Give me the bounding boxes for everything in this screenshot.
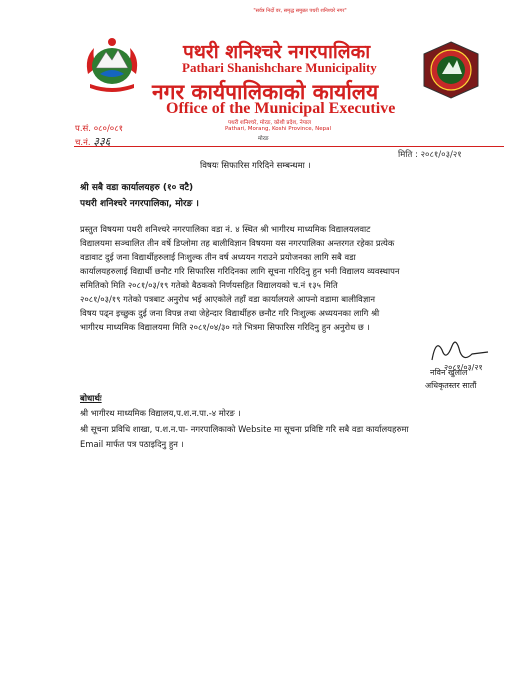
municipality-name-np: पथरी शनिश्चरे नगरपालिका [183, 41, 371, 63]
nepal-emblem-icon [80, 34, 144, 94]
chalani-number-value: ३३६ [93, 135, 111, 148]
letterhead-divider [74, 146, 504, 147]
address-en: Pathari, Morang, Koshi Province, Nepal [225, 126, 332, 132]
address-np: पथरी शनिश्चरे, मोरङ, कोशी प्रदेश, नेपाल [228, 120, 311, 126]
body-line: कार्यालयहरुलाई विद्यार्थी छनौट गरि सिफारिस गरिदिनका लागि सूचना गरिदिनु हुन भनी विद्यालय व्यवस्थापन [80, 266, 400, 276]
chalani-number: च.नं. ३३६ [75, 135, 111, 148]
letterhead-motto: "सर्वत्र निर्दो वर, समृद्ध समुन्नत पथरी शनिश्चरे नगर" [253, 8, 347, 14]
body-line: विद्यालयमा सञ्चालित तीन वर्षे डिप्लोमा तह बालीविज्ञान विषयमा यस नगरपालिका अन्तरगत रहेका प्रत्येक [80, 238, 395, 248]
body-line: भागीरथ माध्यमिक विद्यालयमा मिति २०८१/०४/३० गते भित्रमा सिफारिस गरिदिनु हुन अनुरोध छ । [80, 322, 370, 332]
office-name-np: नगर कार्यपालिकाको कार्यालय [152, 80, 379, 104]
letter-subject: विषयः सिफारिस गरिदिने सम्बन्धमा । [200, 161, 311, 171]
signatory-title: अधिकृतस्तर सातौं [425, 381, 477, 390]
municipality-logo-icon [418, 40, 484, 100]
body-line: प्रस्तुत विषयमा पथरी शनिश्चरे नगरपालिका वडा नं. ४ स्थित श्री भागीरथ माध्यमिक विद्यालयलवाट [80, 224, 371, 234]
patra-sankhya-value: ०८०/०८१ [93, 124, 124, 134]
cc-line: Email मार्फत पत्र पठाइदिनु हुन । [80, 439, 184, 449]
cc-line: श्री सूचना प्रविधि शाखा, प.श.न.पा- नगरपालिकाको Website मा सूचना प्रविष्टि गरि सबै वडा कार्यालयहरुमा [80, 424, 409, 434]
addressee-line-1: श्री सबै वडा कार्यालयहरु (१० वटै) [80, 183, 194, 193]
signature-date: २०८१/०३/२१ [444, 363, 483, 372]
signature-scribble-icon [422, 332, 494, 372]
addressee-line-2: पथरी शनिश्चरे नगरपालिका, मोरङ । [80, 199, 199, 209]
patra-sankhya: प.सं. ०८०/०८१ [75, 124, 124, 134]
body-line: २०८१/०३/१९ गतेको पत्रबाट अनुरोध भई आएकोले तहाँ वडा कार्यालयले आफ्नो वडामा बालीविज्ञान [80, 294, 376, 304]
round-stamp-text: मोरङ [258, 136, 269, 142]
letter-date: मिति : २०८१/०३/२१ [398, 150, 462, 160]
signatory-name: नविन खुलाल [430, 368, 468, 377]
office-name-en: Office of the Municipal Executive [166, 100, 396, 117]
letter-date-value: २०८१/०३/२१ [420, 150, 462, 160]
municipality-name-en: Pathari Shanishchare Municipality [182, 60, 377, 75]
cc-title: बोधार्थः [80, 394, 102, 404]
body-line: वडावाट दुई जना विद्यार्थीहरुलाई निःशुल्क तीन वर्ष अध्ययन गराउने प्रयोजनका लागि सबै वडा [80, 252, 356, 262]
body-line: समितिको मिति २०८१/०३/१९ गतेको बैठकको निर्णयसहित विद्यालयको च.नं १३५ मिति [80, 280, 338, 290]
body-line: विषय पढ्न इच्छुक दुई जना विपन्न तथा जेहेन्दार विद्यार्थीहरु छनौट गरि निःशुल्क अध्ययनका लागि श्री [80, 308, 380, 318]
cc-line: श्री भागीरथ माध्यमिक विद्यालय,प.श.न.पा.-४ मोरङ । [80, 408, 241, 418]
